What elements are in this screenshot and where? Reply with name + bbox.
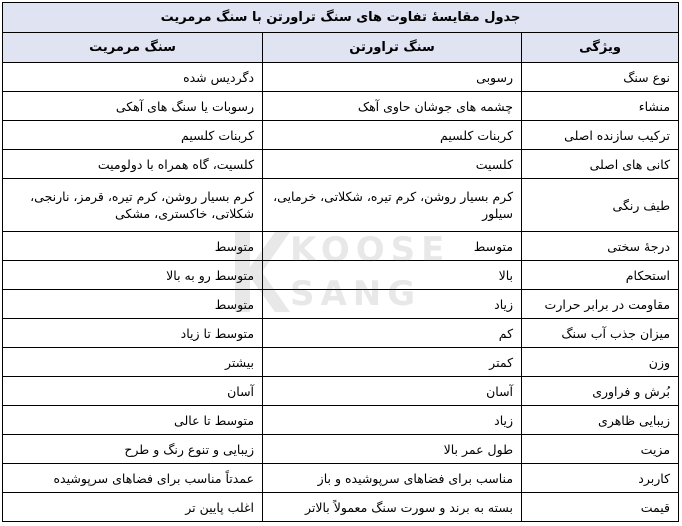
row-feature: نوع سنگ	[522, 63, 679, 92]
table-row	[3, 121, 679, 150]
row-feature: قیمت	[522, 493, 679, 522]
row-travertine: زیاد	[263, 290, 522, 319]
table-row	[3, 232, 679, 261]
row-travertine: کم	[263, 319, 522, 348]
row-travertine: طول عمر بالا	[263, 435, 522, 464]
row-marble: کلسیت، گاه همراه با دولومیت	[3, 150, 263, 179]
row-travertine: کرم بسیار روشن، کرم تیره، شکلاتی، خرمایی، سیلور	[263, 179, 522, 232]
row-travertine: کمتر	[263, 348, 522, 377]
table-row	[3, 348, 679, 377]
row-marble: بیشتر	[3, 348, 263, 377]
row-marble: آسان	[3, 377, 263, 406]
row-travertine: بالا	[263, 261, 522, 290]
table-row	[3, 63, 679, 92]
table-row	[3, 290, 679, 319]
row-feature: بُرش و فراوری	[522, 377, 679, 406]
row-marble: اغلب پایین تر	[3, 493, 263, 522]
watermark-line1: KOOSE	[290, 230, 451, 270]
row-marble: متوسط	[3, 290, 263, 319]
row-feature: وزن	[522, 348, 679, 377]
header-travertine: سنگ تراورتن	[263, 33, 522, 63]
row-marble: متوسط	[3, 232, 263, 261]
table-row	[3, 464, 679, 493]
row-travertine: چشمه های جوشان حاوی آهک	[263, 92, 522, 121]
row-marble: متوسط تا زیاد	[3, 319, 263, 348]
table-row	[3, 92, 679, 121]
table-title: جدول مقایسهٔ تفاوت های سنگ تراورتن با سنگ مرمریت	[3, 3, 679, 33]
table-row	[3, 261, 679, 290]
table-row	[3, 179, 679, 232]
row-marble: رسوبات یا سنگ های آهکی	[3, 92, 263, 121]
row-feature: زیبایی ظاهری	[522, 406, 679, 435]
row-feature: ترکیب سازنده اصلی	[522, 121, 679, 150]
row-travertine: بسته به برند و سورت سنگ معمولاً بالاتر	[263, 493, 522, 522]
row-travertine: کربنات کلسیم	[263, 121, 522, 150]
row-travertine: مناسب برای فضاهای سرپوشیده و باز	[263, 464, 522, 493]
row-feature: کاربرد	[522, 464, 679, 493]
row-marble: کرم بسیار روشن، کرم تیره، قرمز، نارنجی، شکلاتی، خاکستری، مشکی	[3, 179, 263, 232]
row-feature: میزان جذب آب سنگ	[522, 319, 679, 348]
row-feature: طیف رنگی	[522, 179, 679, 232]
row-travertine: آسان	[263, 377, 522, 406]
row-marble: عمدتاً مناسب برای فضاهای سرپوشیده	[3, 464, 263, 493]
row-travertine: زیاد	[263, 406, 522, 435]
table-row	[3, 435, 679, 464]
row-marble: دگردیس شده	[3, 63, 263, 92]
row-travertine: رسوبی	[263, 63, 522, 92]
table-row	[3, 150, 679, 179]
table-row	[3, 377, 679, 406]
row-marble: کربنات کلسیم	[3, 121, 263, 150]
row-travertine: کلسیت	[263, 150, 522, 179]
row-feature: درجهٔ سختی	[522, 232, 679, 261]
row-marble: متوسط تا عالی	[3, 406, 263, 435]
row-travertine: متوسط	[263, 232, 522, 261]
row-marble: متوسط رو به بالا	[3, 261, 263, 290]
header-feature: ویژگی	[522, 33, 679, 63]
header-marble: سنگ مرمریت	[3, 33, 263, 63]
row-feature: کانی های اصلی	[522, 150, 679, 179]
comparison-table	[2, 2, 679, 522]
watermark-line2: SANG	[290, 274, 422, 314]
row-feature: مقاومت در برابر حرارت	[522, 290, 679, 319]
table-row	[3, 493, 679, 522]
table-row	[3, 406, 679, 435]
table-row	[3, 319, 679, 348]
row-feature: مزیت	[522, 435, 679, 464]
row-feature: استحکام	[522, 261, 679, 290]
row-marble: زیبایی و تنوع رنگ و طرح	[3, 435, 263, 464]
row-feature: منشاء	[522, 92, 679, 121]
header-row	[3, 33, 679, 63]
